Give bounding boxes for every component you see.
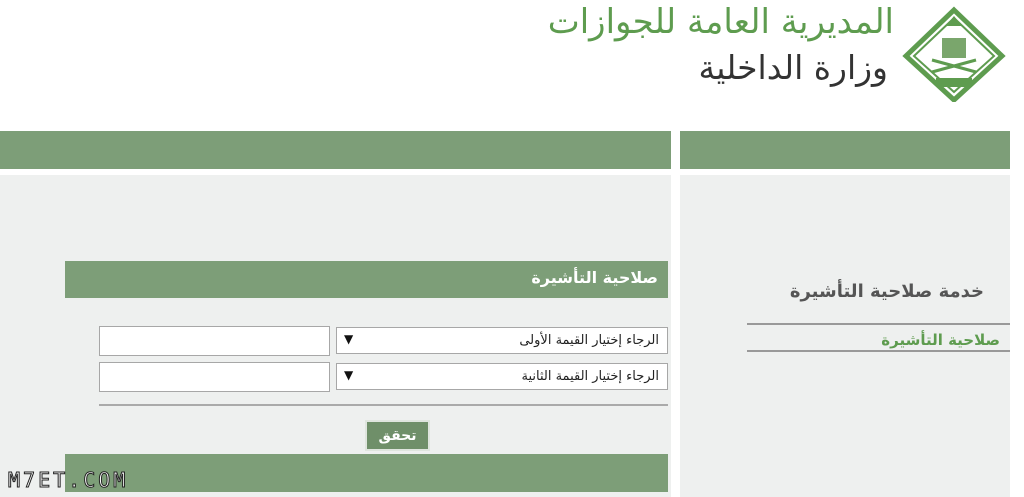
dropdown-arrow-icon: ▼: [344, 332, 354, 346]
jawazat-emblem-icon: [902, 2, 1006, 102]
dropdown-arrow-icon: ▼: [344, 368, 354, 382]
sidebar-divider: [747, 350, 1010, 352]
watermark: M7ET.COM: [8, 468, 129, 492]
first-value-select-label: الرجاء إختيار القيمة الأولى: [519, 333, 659, 348]
second-value-input[interactable]: [99, 362, 330, 392]
top-nav-bar: [0, 131, 671, 169]
sidebar-title: خدمة صلاحية التأشيرة: [789, 281, 984, 302]
first-value-input[interactable]: [99, 326, 330, 356]
sidebar-item-visa-validity[interactable]: صلاحية التأشيرة: [881, 331, 1000, 349]
ministry-title: وزارة الداخلية: [698, 48, 888, 87]
second-value-select-label: الرجاء إختيار القيمة الثانية: [521, 369, 659, 384]
form-footer-bar: [65, 454, 668, 492]
site-header: [0, 0, 1024, 128]
main-content: [0, 175, 671, 497]
first-value-select[interactable]: [336, 327, 668, 354]
directorate-title: المديرية العامة للجوازات: [547, 2, 894, 42]
form-divider: [99, 404, 668, 406]
sidebar-header-bar: [680, 131, 1010, 169]
sidebar: [680, 175, 1010, 497]
form-section-header: [65, 261, 668, 298]
verify-button[interactable]: تحقق: [365, 420, 430, 451]
second-value-select[interactable]: [336, 363, 668, 390]
form-section-title: صلاحية التأشيرة: [531, 268, 658, 287]
sidebar-divider: [747, 323, 1010, 325]
